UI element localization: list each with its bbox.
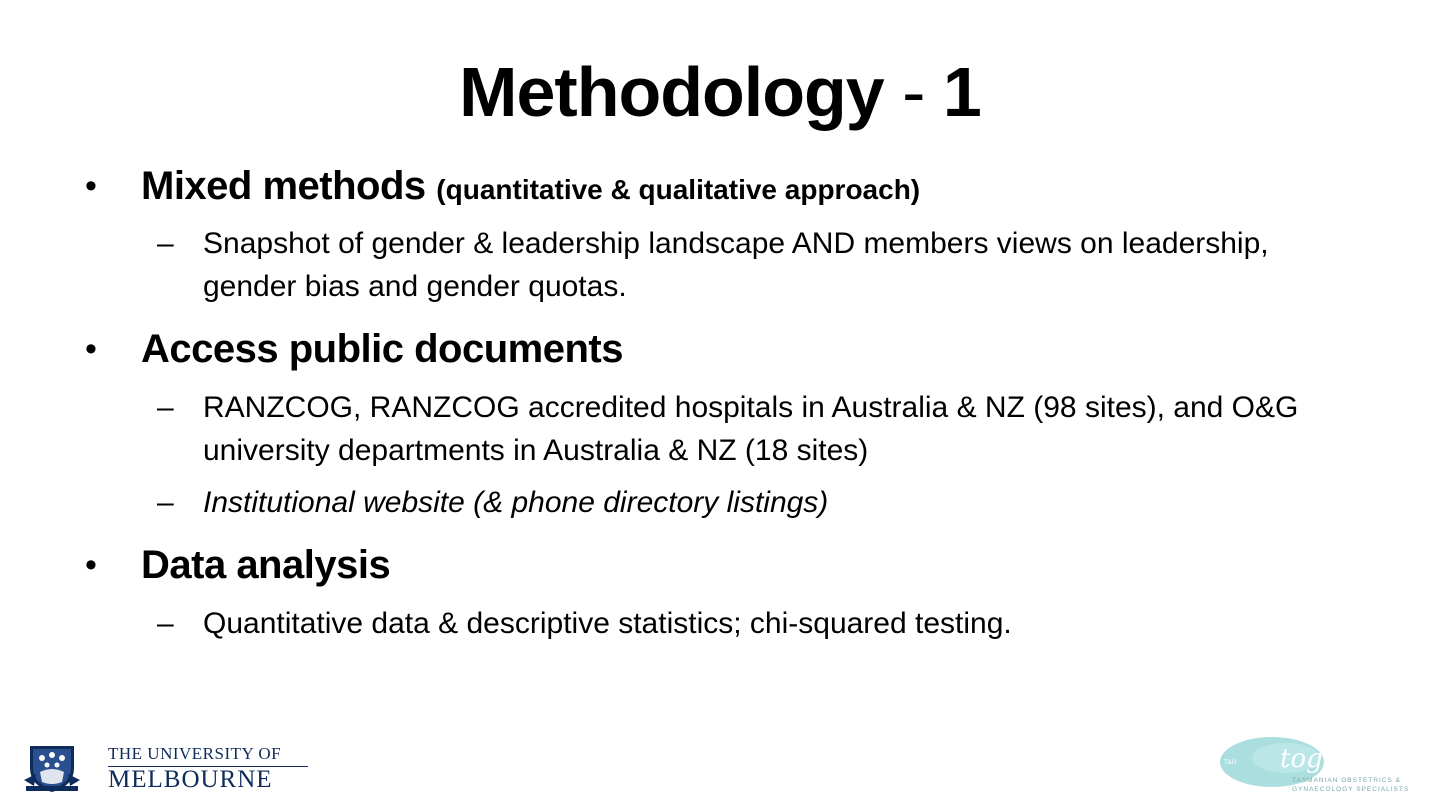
title-dash: - [883, 53, 943, 131]
bullet-heading [141, 541, 390, 589]
slide-title [0, 48, 1440, 136]
bullet-heading [141, 325, 623, 373]
sub-dash: – [157, 227, 174, 260]
sub-text: Quantitative data & descriptive statistics; chi-squared testing. [203, 607, 1012, 640]
togs-line1: TASMANIAN OBSTETRICS & [1292, 777, 1401, 784]
title-number: 1 [942, 53, 981, 131]
bullet-dot: • [85, 330, 97, 368]
sub-text: Snapshot of gender & leadership landscape AND members views on leadership, gender bias and gender quotas. [203, 227, 1269, 303]
sub-text: Institutional website (& phone directory listings) [203, 486, 829, 519]
togs-line2: GYNAECOLOGY SPECIALISTS [1292, 786, 1410, 793]
title-main: Methodology [459, 53, 884, 131]
sub-dash: – [157, 607, 174, 640]
togs-logo [1216, 734, 1436, 796]
bullet-heading-text: Data analysis [141, 543, 391, 587]
university-crest-icon [22, 740, 102, 794]
bullet-dot: • [85, 167, 97, 205]
togs-small: T&G [1224, 760, 1237, 766]
bullet-dot: • [85, 546, 97, 584]
sub-text: RANZCOG, RANZCOG accredited hospitals in Australia & NZ (98 sites), and O&G university departments in Australia & NZ (18 sites) [203, 391, 1299, 467]
bullet-heading [141, 162, 920, 214]
university-name-line2: MELBOURNE [108, 766, 273, 793]
sub-dash: – [157, 486, 174, 519]
bullet-heading-note: (quantitative & qualitative approach) [436, 174, 921, 205]
togs-mark: togs [1280, 744, 1337, 774]
university-name-line1: THE UNIVERSITY OF [108, 744, 282, 763]
bullet-heading-text: Mixed methods [141, 164, 426, 208]
bullet-heading-text: Access public documents [141, 327, 623, 371]
sub-dash: – [157, 391, 174, 424]
university-of-melbourne-logo [22, 740, 292, 794]
